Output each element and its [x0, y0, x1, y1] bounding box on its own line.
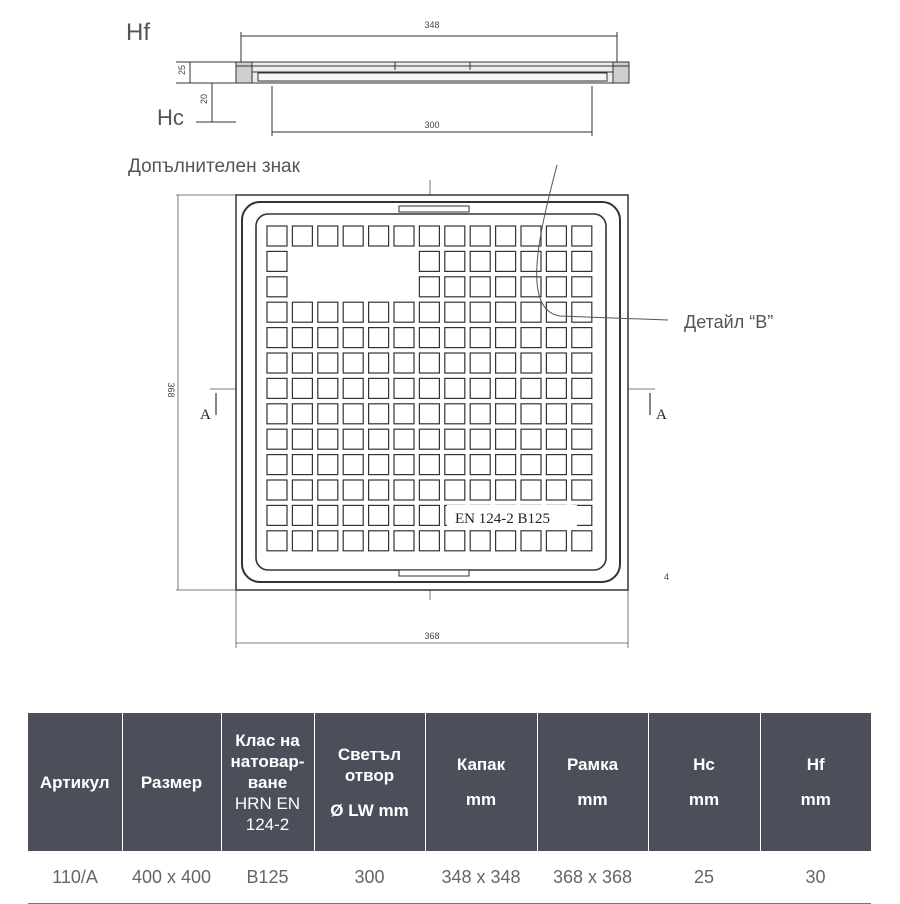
- grid-cell: [369, 353, 389, 373]
- grid-cell: [521, 429, 541, 449]
- grid-cell: [470, 480, 490, 500]
- grid-cell: [267, 505, 287, 525]
- grid-cell: [369, 378, 389, 398]
- grid-cell: [394, 404, 414, 424]
- grid-cell: [369, 531, 389, 551]
- grid-cell: [394, 531, 414, 551]
- grid-cell: [292, 302, 312, 322]
- detail-b-label: Детайл “B”: [684, 312, 774, 332]
- grid-cell: [369, 328, 389, 348]
- grid-cell: [470, 353, 490, 373]
- grid-cell: [521, 353, 541, 373]
- hf-dim: 25: [177, 64, 187, 76]
- grid-cell: [496, 251, 516, 271]
- grid-cell: [521, 328, 541, 348]
- grid-cell: [445, 251, 465, 271]
- grid-cell: [572, 404, 592, 424]
- grid-cell: [292, 226, 312, 246]
- section-a-right: A: [656, 407, 667, 423]
- grid-cell: [445, 302, 465, 322]
- header-hc: Hc mm: [648, 713, 760, 851]
- grid-cell: [369, 302, 389, 322]
- grid-cell: [343, 302, 363, 322]
- grid-cell: [419, 531, 439, 551]
- grid-cell: [419, 328, 439, 348]
- grid-cell: [318, 226, 338, 246]
- hf-label: Hf: [126, 19, 150, 46]
- grid-cell: [572, 455, 592, 475]
- grid-cell: [267, 429, 287, 449]
- grid-cell: [267, 531, 287, 551]
- grid-cell: [292, 429, 312, 449]
- grid-cell: [318, 455, 338, 475]
- grid-cell: [369, 505, 389, 525]
- corner-mark: 4: [664, 572, 670, 582]
- grid-cell: [267, 328, 287, 348]
- grid-cell: [572, 302, 592, 322]
- cover-width-dim: 348: [424, 20, 440, 30]
- grid-cell: [470, 531, 490, 551]
- frame-width-dim: 368: [424, 631, 440, 641]
- grid-cell: [343, 404, 363, 424]
- header-load-class: Клас на натовар-ване HRN EN 124-2: [221, 713, 314, 851]
- grid-cell: [445, 531, 465, 551]
- grid-cell: [572, 353, 592, 373]
- grid-cell: [470, 302, 490, 322]
- grid-cell: [394, 378, 414, 398]
- grid-cell: [394, 480, 414, 500]
- opening-width-dim: 300: [424, 120, 440, 130]
- grid-cell: [419, 277, 439, 297]
- cell-clear-opening: 300: [314, 851, 425, 904]
- grid-cell: [470, 251, 490, 271]
- grid-cell: [369, 455, 389, 475]
- grid-cell: [419, 429, 439, 449]
- grid-cell: [318, 429, 338, 449]
- cell-article: 110/A: [28, 851, 122, 904]
- grid-cell: [572, 531, 592, 551]
- grid-cell: [267, 251, 287, 271]
- grid-cell: [546, 277, 566, 297]
- grid-cell: [546, 429, 566, 449]
- grid-cell: [496, 226, 516, 246]
- grid-cell: [318, 404, 338, 424]
- grid-cell: [369, 429, 389, 449]
- grid-cell: [419, 302, 439, 322]
- grid-cell: [394, 302, 414, 322]
- specification-table: [28, 713, 871, 904]
- grid-cell: [419, 455, 439, 475]
- cell-load-class: B125: [221, 851, 314, 904]
- grid-cell: [572, 429, 592, 449]
- grid-cell: [267, 404, 287, 424]
- grid-cell: [292, 353, 312, 373]
- grid-cell: [572, 378, 592, 398]
- grid-cell: [445, 277, 465, 297]
- cell-hc: 25: [648, 851, 760, 904]
- grid-cell: [496, 378, 516, 398]
- grid-cell: [546, 226, 566, 246]
- table-header-row: [28, 713, 871, 851]
- grid-cell: [496, 277, 516, 297]
- grid-cell: [546, 455, 566, 475]
- grid-cell: [521, 302, 541, 322]
- grid-cell: [521, 455, 541, 475]
- grid-cell: [496, 531, 516, 551]
- grid-cell: [343, 455, 363, 475]
- grid-cell: [343, 226, 363, 246]
- grid-cell: [546, 480, 566, 500]
- hc-dim: 20: [199, 93, 209, 105]
- grid-cell: [343, 480, 363, 500]
- grid-cell: [343, 353, 363, 373]
- grid-cell: [419, 505, 439, 525]
- grid-cell: [318, 531, 338, 551]
- grid-cell: [496, 302, 516, 322]
- grid-cell: [419, 226, 439, 246]
- grid-cell: [496, 429, 516, 449]
- grid-cell: [318, 353, 338, 373]
- grid-cell: [343, 429, 363, 449]
- header-frame: Рамка mm: [537, 713, 648, 851]
- grid-cell: [445, 353, 465, 373]
- grid-cell: [572, 277, 592, 297]
- grid-cell: [343, 328, 363, 348]
- grid-cell: [394, 505, 414, 525]
- additional-mark-label: Допълнителен знак: [128, 156, 300, 177]
- grid-cell: [470, 277, 490, 297]
- grid-cell: [267, 353, 287, 373]
- grid-cell: [445, 404, 465, 424]
- grid-cell: [343, 531, 363, 551]
- grid-cell: [343, 378, 363, 398]
- grid-cell: [445, 226, 465, 246]
- grid-cell: [419, 480, 439, 500]
- grid-cell: [521, 531, 541, 551]
- grid-cell: [267, 455, 287, 475]
- grid-cell: [546, 378, 566, 398]
- header-hf: Hf mm: [760, 713, 871, 851]
- grid-cell: [267, 226, 287, 246]
- grid-cell: [521, 480, 541, 500]
- table-row: [28, 851, 871, 904]
- grid-cell: [521, 404, 541, 424]
- grid-cell: [318, 378, 338, 398]
- grid-cell: [572, 328, 592, 348]
- grid-cell: [292, 378, 312, 398]
- side-section-view: [126, 19, 629, 136]
- grid-cell: [394, 328, 414, 348]
- grid-cell: [445, 480, 465, 500]
- grid-cell: [292, 531, 312, 551]
- grid-cell: [470, 455, 490, 475]
- cell-size: 400 x 400: [122, 851, 221, 904]
- grid-cell: [343, 505, 363, 525]
- grid-cell: [521, 226, 541, 246]
- grid-cell: [267, 480, 287, 500]
- grid-cell: [292, 455, 312, 475]
- header-clear-opening: Светъл отвор Ø LW mm: [314, 713, 425, 851]
- grid-cell: [521, 378, 541, 398]
- grid-cell: [318, 505, 338, 525]
- header-cover: Капак mm: [425, 713, 537, 851]
- grid-cell: [369, 404, 389, 424]
- grid-cell: [496, 353, 516, 373]
- grid-cell: [445, 429, 465, 449]
- grid-cell: [521, 277, 541, 297]
- grid-cell: [470, 404, 490, 424]
- grid-cell: [546, 251, 566, 271]
- grid-cell: [394, 226, 414, 246]
- hc-label: Hc: [157, 105, 184, 130]
- cell-frame: 368 x 368: [537, 851, 648, 904]
- section-a-left: A: [200, 407, 211, 423]
- grid-cell: [546, 353, 566, 373]
- grid-cell: [546, 328, 566, 348]
- grid-cell: [496, 455, 516, 475]
- frame-height-dim: 368: [166, 382, 176, 398]
- grid-cell: [292, 328, 312, 348]
- grid-cell: [572, 480, 592, 500]
- grid-cell: [419, 251, 439, 271]
- grid-cell: [496, 328, 516, 348]
- grid-cell: [572, 251, 592, 271]
- marking-text: EN 124-2 B125: [455, 511, 550, 527]
- grid-cell: [546, 531, 566, 551]
- header-size: Размер: [122, 713, 221, 851]
- cell-hf: 30: [760, 851, 871, 904]
- grid-cell: [318, 328, 338, 348]
- grid-cell: [394, 429, 414, 449]
- grid-cell: [470, 328, 490, 348]
- grid-cell: [369, 480, 389, 500]
- grid-cell: [496, 404, 516, 424]
- grid-cell: [318, 302, 338, 322]
- header-article: Артикул: [28, 713, 122, 851]
- grid-cell: [445, 455, 465, 475]
- grid-cell: [419, 404, 439, 424]
- grid-cell: [572, 226, 592, 246]
- grid-cell: [470, 378, 490, 398]
- grid-cell: [445, 328, 465, 348]
- grid-cell: [394, 455, 414, 475]
- grid-cell: [394, 353, 414, 373]
- grid-cell: [292, 480, 312, 500]
- grid-cell: [267, 378, 287, 398]
- grid-cell: [369, 226, 389, 246]
- grid-cell: [292, 505, 312, 525]
- grid-cell: [546, 404, 566, 424]
- grid-cell: [318, 480, 338, 500]
- plan-view: [128, 156, 773, 648]
- grid-cell: [419, 353, 439, 373]
- grid-cell: [419, 378, 439, 398]
- grid-cell: [445, 378, 465, 398]
- cell-cover: 348 x 348: [425, 851, 537, 904]
- grid-cell: [267, 277, 287, 297]
- grid-cell: [470, 226, 490, 246]
- grid-cell: [267, 302, 287, 322]
- grid-cell: [470, 429, 490, 449]
- grid-cell: [292, 404, 312, 424]
- grid-cell: [496, 480, 516, 500]
